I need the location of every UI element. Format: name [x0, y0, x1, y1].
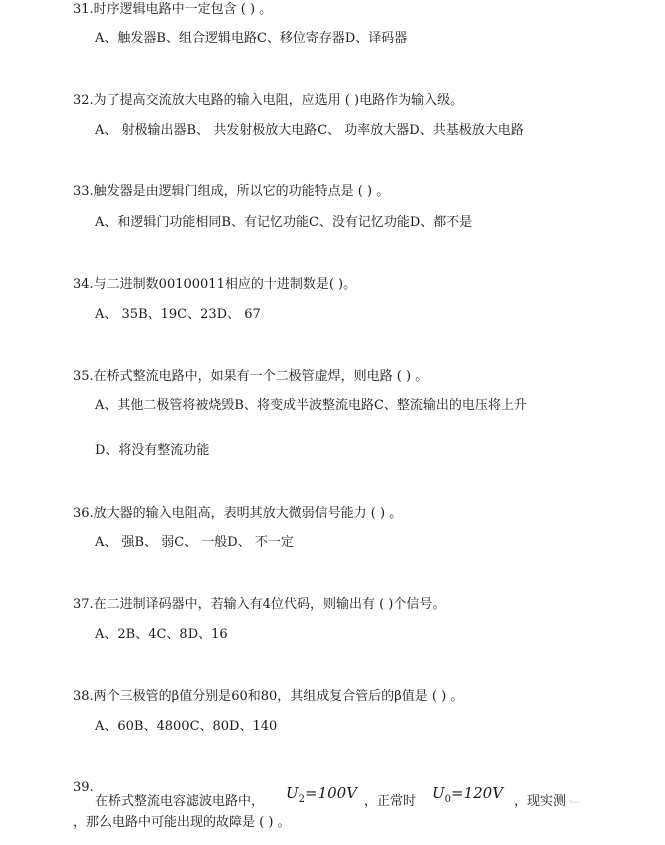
question-35-options: A、其他二极管将被烧毁B、将变成半波整流电路C、整流输出的电压将上升	[95, 398, 527, 413]
formula-u0-symbol: U	[432, 784, 445, 802]
question-33-stem: 33.触发器是由逻辑门组成，所以它的功能特点是 ( ) 。	[73, 184, 390, 199]
formula-u0	[432, 784, 503, 809]
question-36-options: A、 强B、 弱C、 一般D、 不一定	[95, 535, 294, 550]
question-34-stem: 34.与二进制数00100011相应的十进制数是( )。	[73, 277, 357, 292]
question-35-stem: 35.在桥式整流电路中，如果有一个二极管虚焊，则电路 ( ) 。	[73, 369, 429, 384]
question-31-stem: 31.时序逻辑电路中一定包含 ( ) 。	[73, 2, 273, 17]
formula-u0-value: =120V	[451, 784, 504, 802]
question-37-stem: 37.在二进制译码器中，若输入有4位代码，则输出有 ( )个信号。	[73, 597, 446, 612]
question-39-text-d: ，那么电路中可能出现的故障是 ( ) 。	[73, 815, 291, 830]
question-39-text-a: 在桥式整流电容滤波电路中，	[95, 794, 265, 809]
question-38-options: A、60B、4800C、80D、140	[95, 719, 278, 734]
question-33-options: A、和逻辑门功能相同B、有记忆功能C、没有记忆功能D、都不是	[95, 215, 473, 230]
question-38-stem: 38.两个三极管的β值分别是60和80，其组成复合管后的β值是 ( ) 。	[73, 689, 464, 704]
question-32-stem: 32.为了提高交流放大电路的输入电阻，应选用 ( )电路作为输入级。	[73, 93, 464, 108]
question-32-options: A、 射极输出器B、 共发射极放大电路C、 功率放大器D、共基极放大电路	[95, 123, 524, 138]
question-39-text-c: ，现实测	[514, 794, 567, 809]
formula-u0-subscript: 0	[444, 794, 452, 805]
question-39-number: 39.	[73, 780, 94, 795]
formula-tiny: U₀=…	[569, 799, 582, 804]
question-31-options: A、触发器B、组合逻辑电路C、移位寄存器D、译码器	[95, 31, 408, 46]
question-34-options: A、 35B、19C、23D、 67	[95, 307, 261, 322]
formula-u2	[286, 784, 357, 809]
question-36-stem: 36.放大器的输入电阻高，表明其放大微弱信号能力 ( ) 。	[73, 506, 403, 521]
formula-u2-value: =100V	[305, 784, 358, 802]
question-37-options: A、2B、4C、8D、16	[95, 627, 228, 642]
question-35-options-continued: D、将没有整流功能	[95, 443, 210, 458]
formula-u2-subscript: 2	[298, 794, 306, 805]
question-39-text-b: ，正常时	[364, 794, 417, 809]
formula-u2-symbol: U	[286, 784, 299, 802]
